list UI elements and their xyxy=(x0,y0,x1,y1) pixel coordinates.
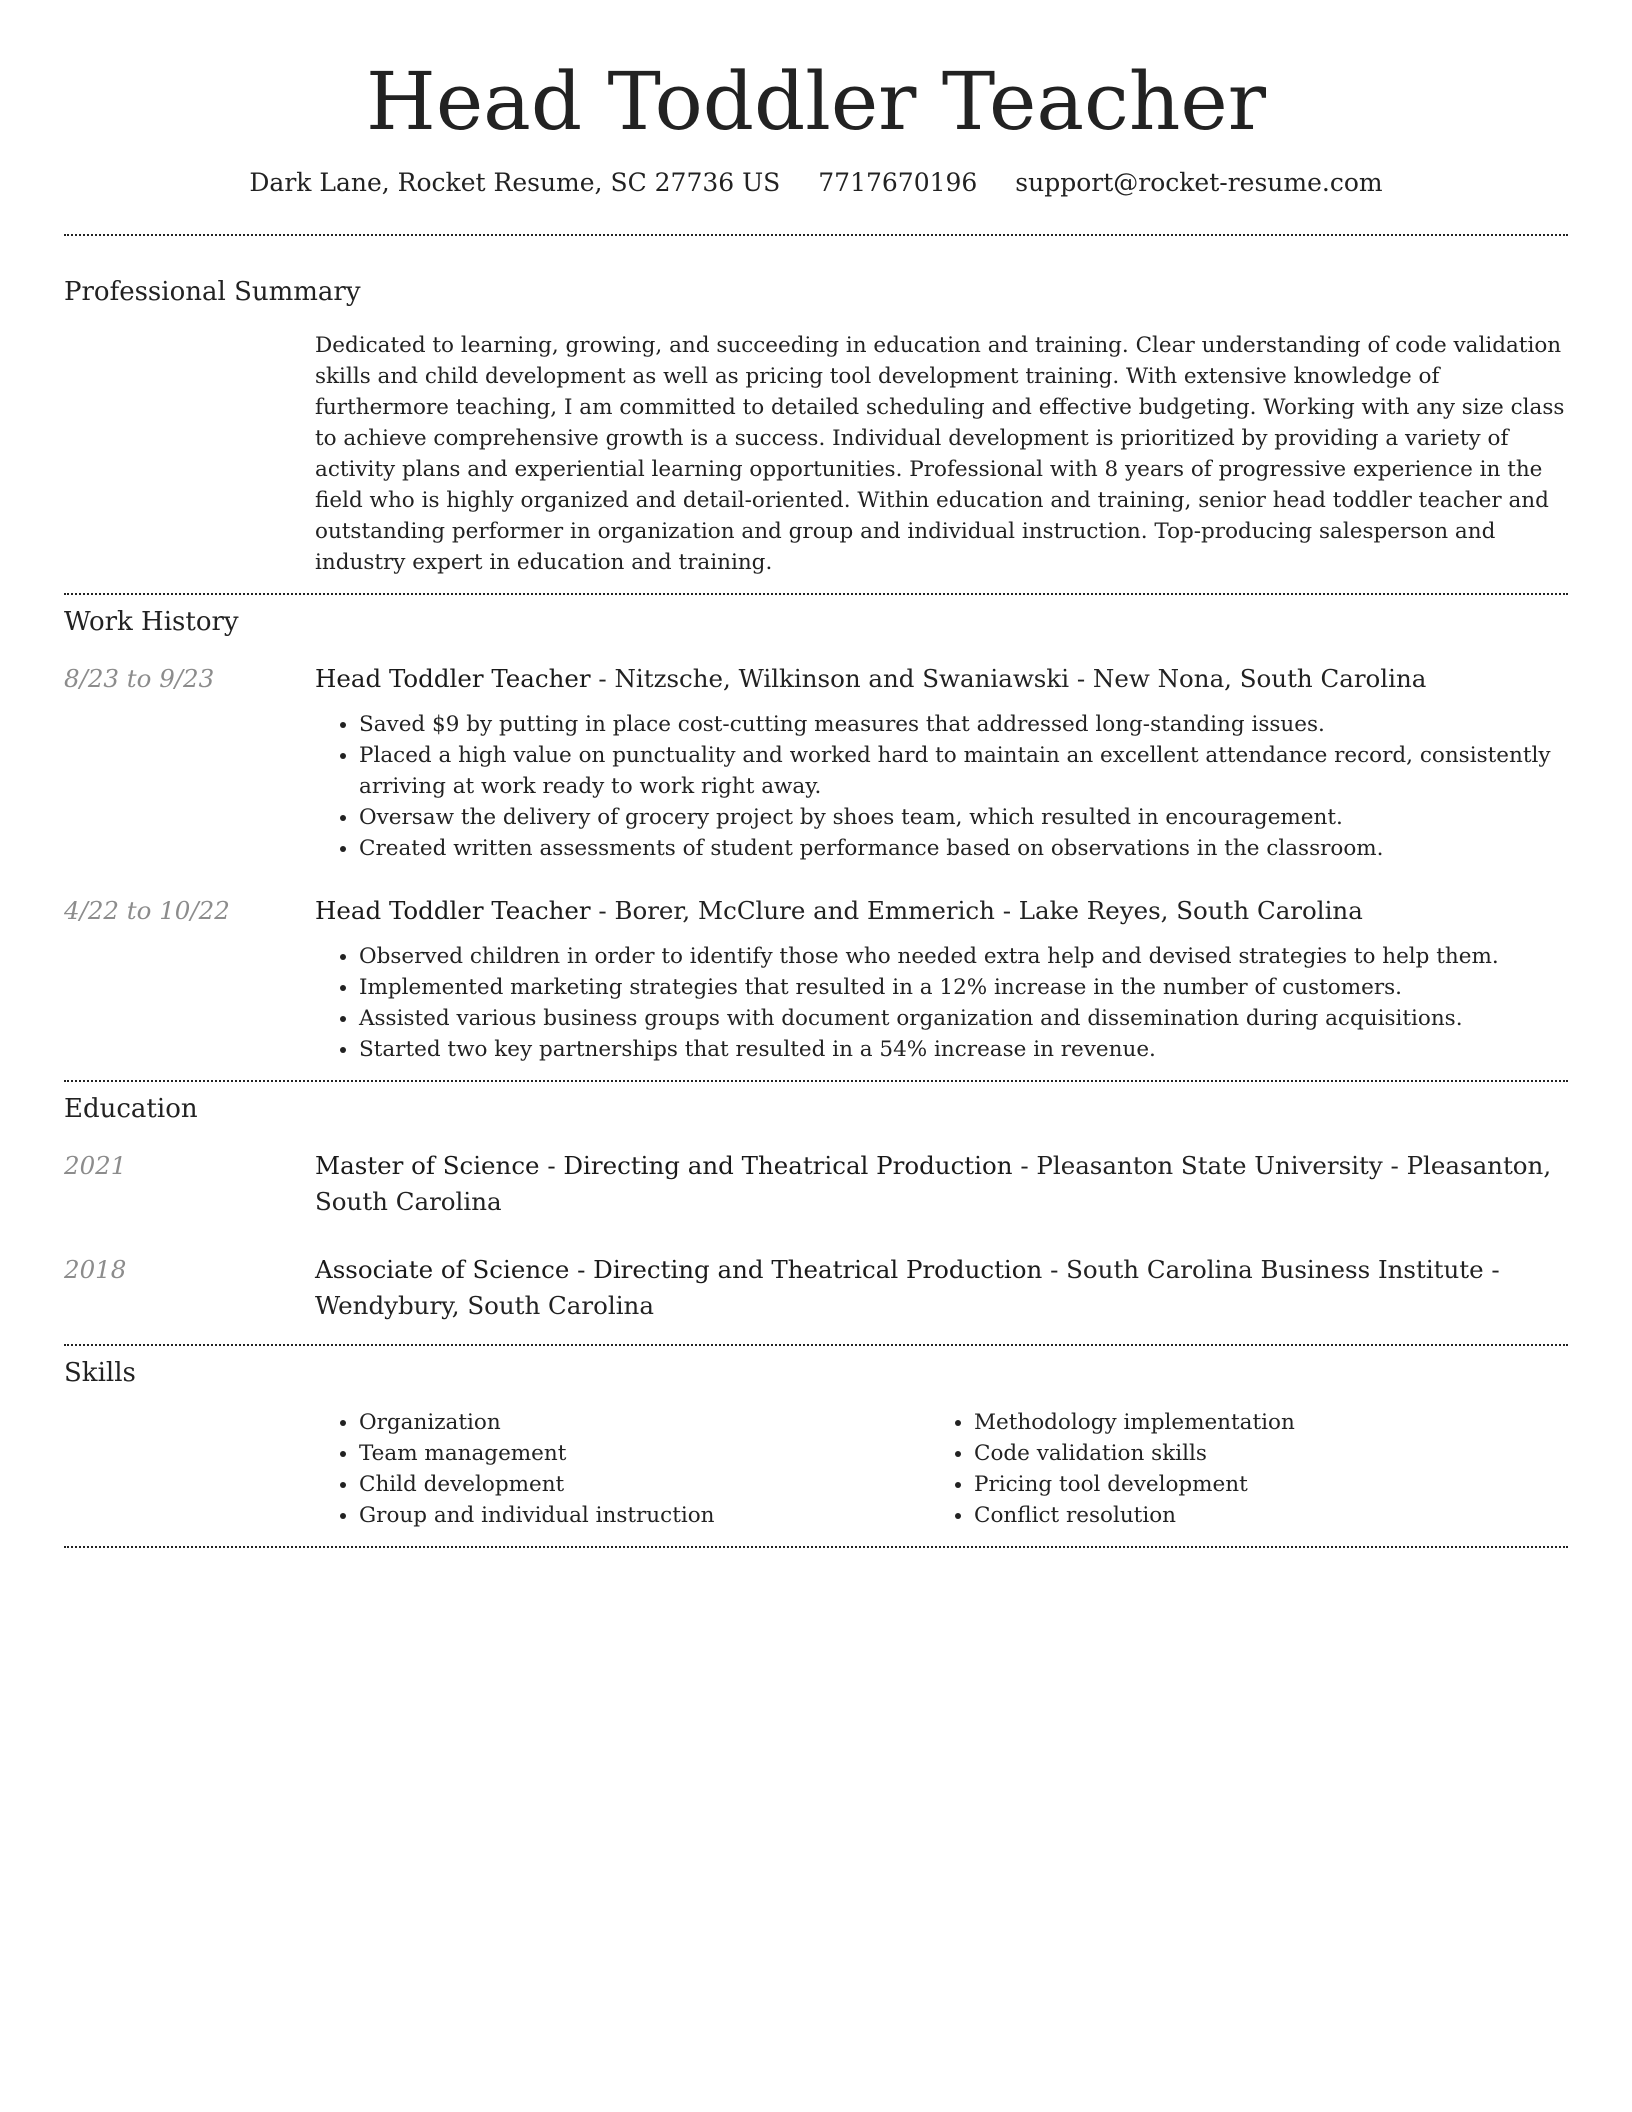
candidate-name: Head Toddler Teacher xyxy=(366,55,1266,148)
summary-text: Dedicated to learning, growing, and succeeding in education and training. Clear understanding of code validation skills and child development as well as pricing tool development training. With extensive knowledge of furthermore teaching, I am committed to detailed scheduling and effective budgeting. Working with any size class to achieve comprehensive growth is a success. Individual development is prioritized by providing a variety of activity plans and experiential learning opportunities. Professional with 8 years of progressive experience in the field who is highly organized and detail-oriented. Within education and training, senior head toddler teacher and outstanding performer in organization and group and individual instruction. Top-producing salesperson and industry expert in education and training. xyxy=(315,333,1565,575)
skill-item: • Pricing tool development xyxy=(974,1469,1545,1500)
contact-email: support@rocket-resume.com xyxy=(1015,168,1383,197)
education-section xyxy=(64,1092,1568,1324)
education-heading xyxy=(315,1148,1568,1220)
job-details: - Borer, McClure and Emmerich - Lake Reyes, South Carolina xyxy=(590,896,1363,925)
list-item: • Oversaw the delivery of grocery project by shoes team, which resulted in encouragement. xyxy=(359,802,1568,833)
divider xyxy=(64,593,1568,595)
job-heading xyxy=(315,661,1568,697)
list-item: • Observed children in order to identify those who needed extra help and devised strategies to help them. xyxy=(359,941,1568,972)
list-item: • Assisted various business groups with document organization and dissemination during acquisitions. xyxy=(359,1003,1568,1034)
job-position: Head Toddler Teacher xyxy=(315,664,591,693)
education-heading xyxy=(315,1252,1568,1324)
contact-address: Dark Lane, Rocket Resume, SC 27736 US xyxy=(249,168,781,197)
skills-column-right xyxy=(930,1407,1545,1531)
job-dates: 8/23 to 9/23 xyxy=(64,664,215,693)
education-entry xyxy=(64,1148,1568,1220)
education-details: - South Carolina Business Institute - Wendybury, South Carolina xyxy=(315,1255,1500,1320)
summary-section xyxy=(64,275,1568,578)
list-item: • Saved $9 by putting in place cost-cutting measures that addressed long-standing issues. xyxy=(359,709,1568,740)
skill-item: • Organization xyxy=(359,1407,930,1438)
degree: Master of Science - Directing and Theatrical Production xyxy=(315,1151,1013,1180)
job-entry xyxy=(64,893,1568,1065)
divider xyxy=(64,234,1568,236)
list-item: • Started two key partnerships that resulted in a 54% increase in revenue. xyxy=(359,1034,1568,1065)
contact-line xyxy=(64,166,1568,200)
list-item: • Implemented marketing strategies that resulted in a 12% increase in the number of customers. xyxy=(359,972,1568,1003)
divider xyxy=(64,1546,1568,1548)
divider xyxy=(64,1344,1568,1346)
section-title-summary: Professional Summary xyxy=(64,277,361,307)
skills-column-left xyxy=(315,1407,930,1531)
resume-page xyxy=(64,0,1568,1548)
job-entry xyxy=(64,661,1568,864)
job-dates: 4/22 to 10/22 xyxy=(64,896,230,925)
education-year: 2018 xyxy=(64,1255,127,1284)
education-entry xyxy=(64,1252,1568,1324)
education-year: 2021 xyxy=(64,1151,127,1180)
divider xyxy=(64,1080,1568,1082)
skills-section xyxy=(64,1356,1568,1531)
section-title-skills: Skills xyxy=(64,1358,136,1388)
skill-item: • Methodology implementation xyxy=(974,1407,1545,1438)
job-bullets xyxy=(315,941,1568,1065)
skill-item: • Code validation skills xyxy=(974,1438,1545,1469)
list-item: • Created written assessments of student performance based on observations in the classroom. xyxy=(359,833,1568,864)
skill-item: • Conflict resolution xyxy=(974,1500,1545,1531)
list-item: • Placed a high value on punctuality and worked hard to maintain an excellent attendance record, consistently arriving at work ready to work right away. xyxy=(359,740,1568,802)
job-heading xyxy=(315,893,1568,929)
skill-item: • Group and individual instruction xyxy=(359,1500,930,1531)
skill-item: • Child development xyxy=(359,1469,930,1500)
section-title-work: Work History xyxy=(64,607,239,637)
section-title-education: Education xyxy=(64,1094,198,1124)
job-details: - Nitzsche, Wilkinson and Swaniawski - New Nona, South Carolina xyxy=(590,664,1427,693)
skills-columns xyxy=(315,1407,1568,1531)
degree: Associate of Science - Directing and Theatrical Production xyxy=(315,1255,1043,1284)
job-bullets xyxy=(315,709,1568,864)
contact-phone: 7717670196 xyxy=(818,168,978,197)
education-details: - Pleasanton State University - Pleasanton, South Carolina xyxy=(315,1151,1552,1216)
work-section xyxy=(64,605,1568,1065)
skill-item: • Team management xyxy=(359,1438,930,1469)
job-position: Head Toddler Teacher xyxy=(315,896,591,925)
